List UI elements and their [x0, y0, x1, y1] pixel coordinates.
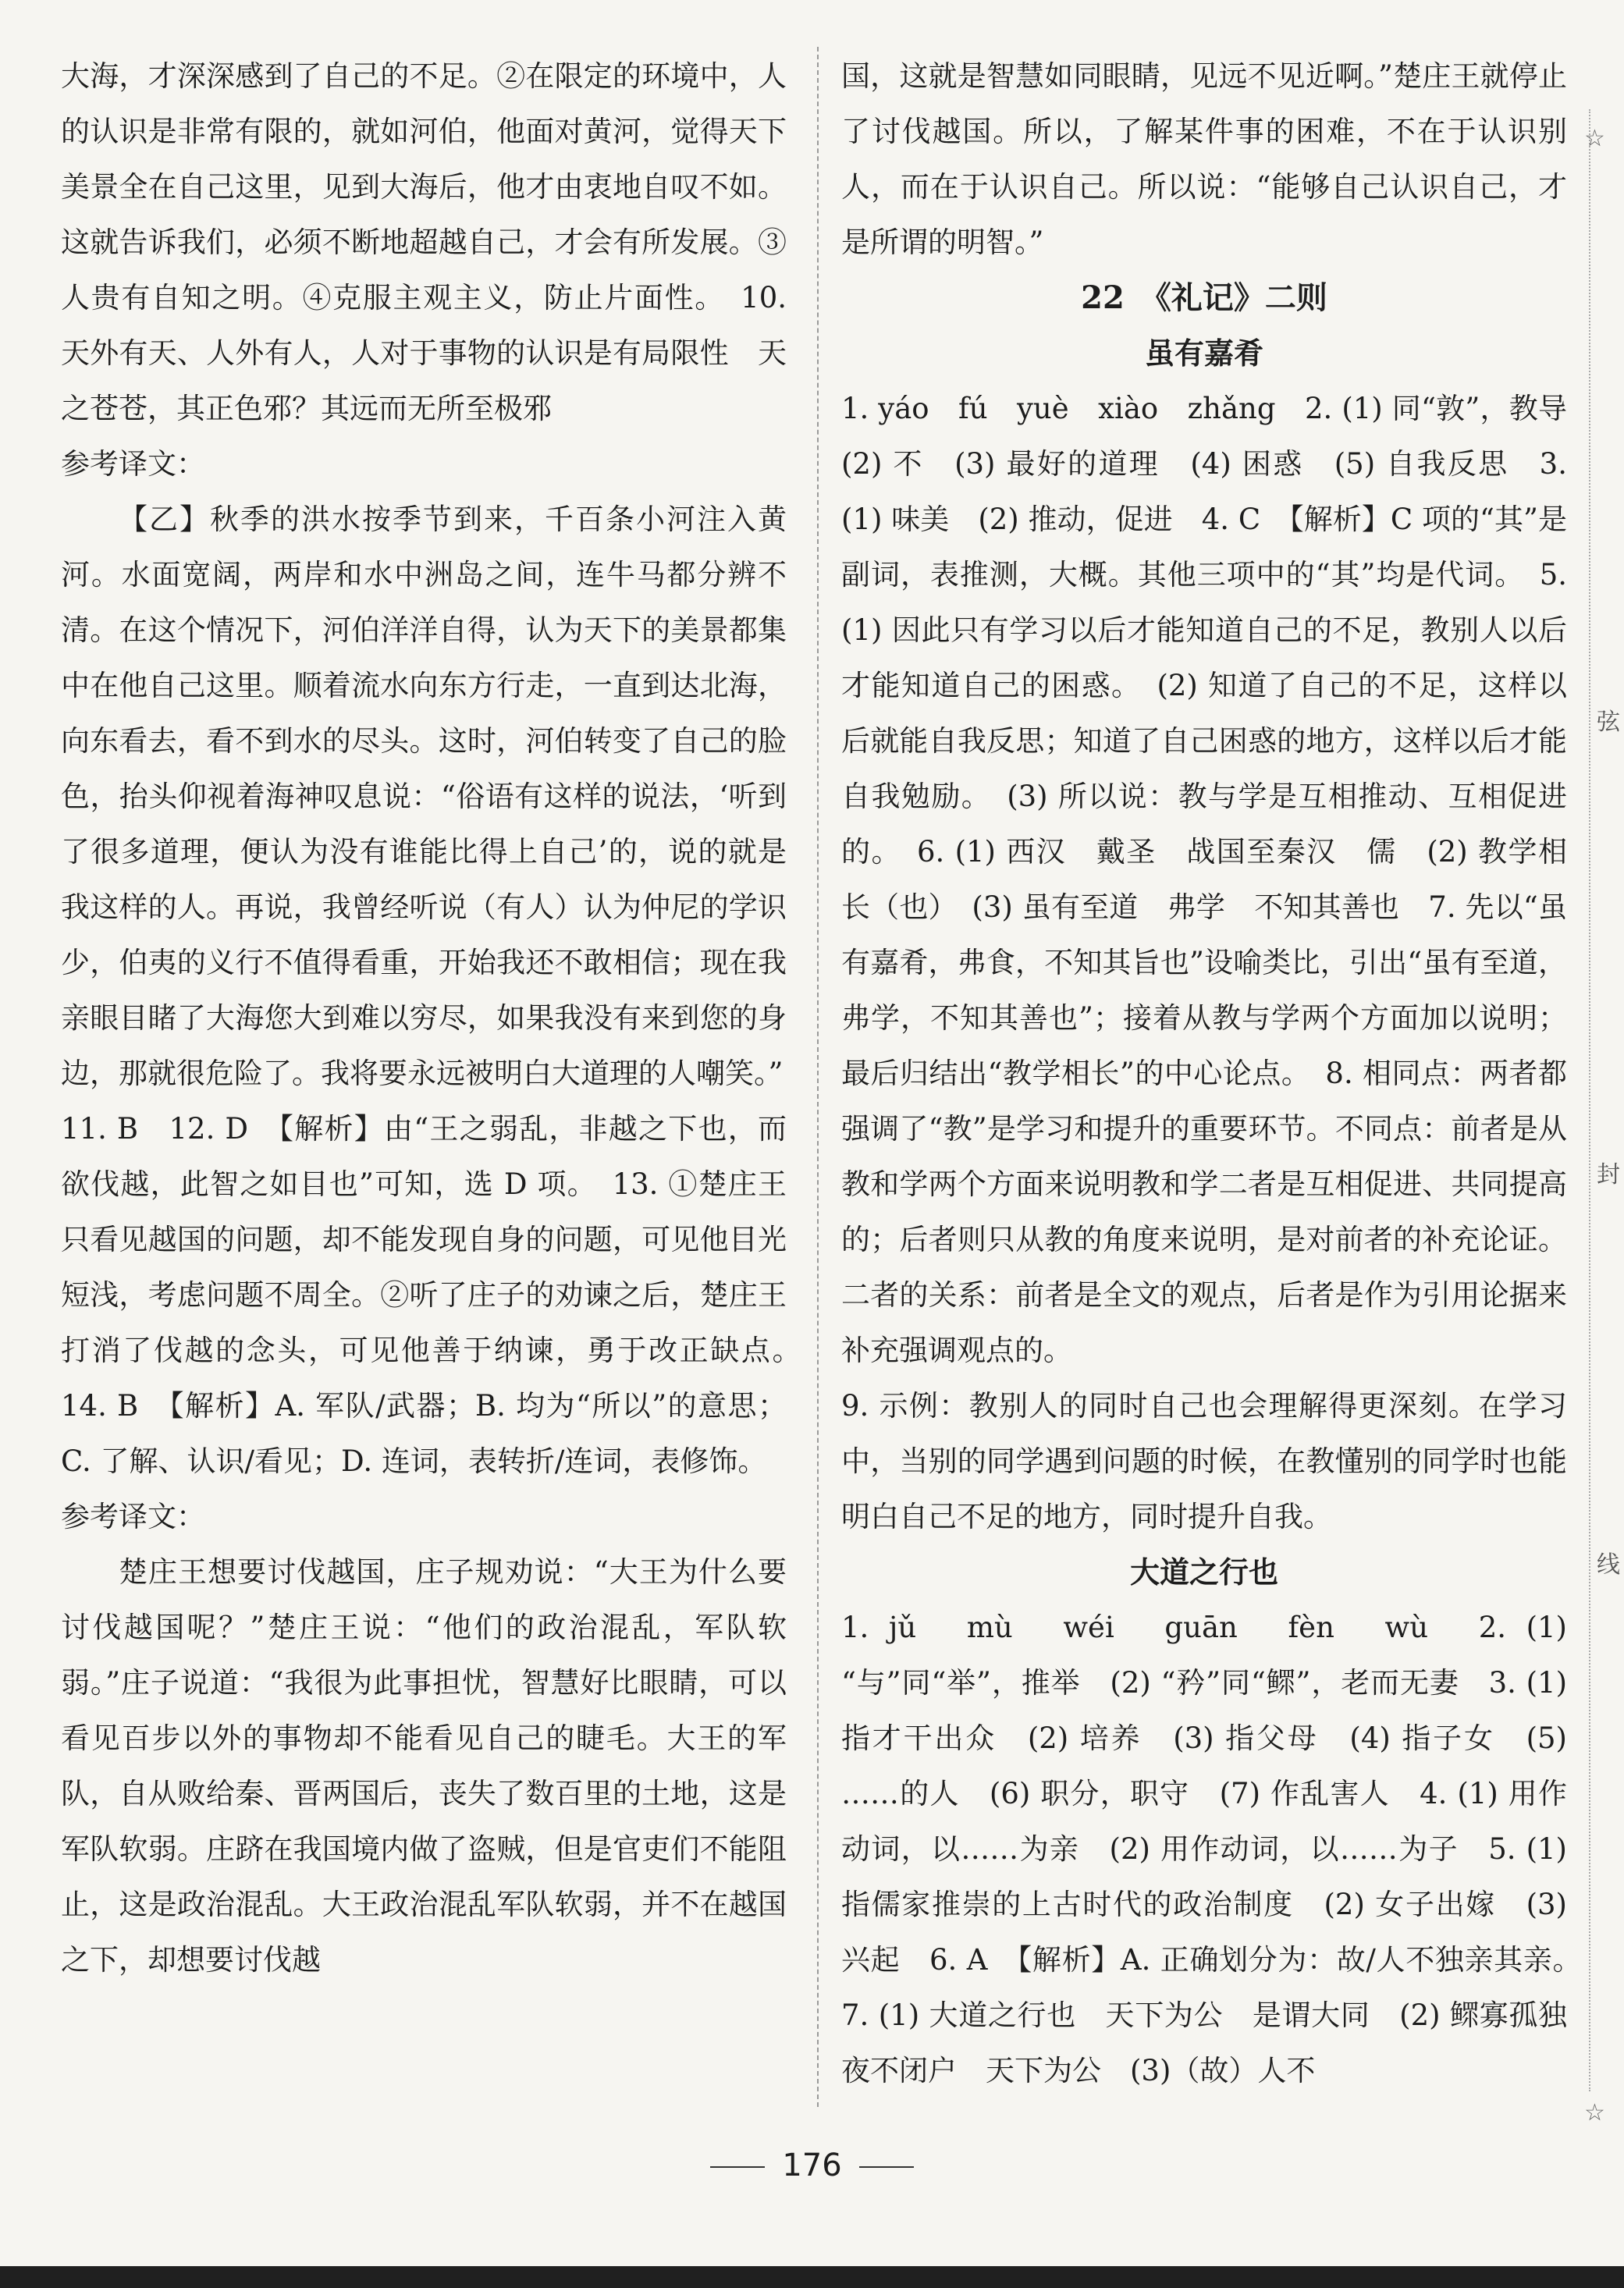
subtitle-2: 大道之行也	[1129, 1554, 1278, 1590]
footer-dash-right	[859, 2166, 914, 2168]
right-paragraph-1: 国，这就是智慧如同眼睛，见远不见近啊。”楚庄王就停止了讨伐越国。所以，了解某件事的困难，不在于认识别人，而在于认识自己。所以说：“能够自己认识自己，才是所谓的明智。”	[841, 59, 1567, 259]
margin-char-1: 弦	[1597, 709, 1620, 736]
star-icon: ☆	[1584, 2099, 1605, 2126]
right-paragraph-2: 1. yáo fú yuè xiào zhǎng 2. (1) 同“敦”，教导 (2) 不 (3) 最好的道理 (4) 困惑 (5) 自我反思 3. (1) 味美 (2) 推动，促进 4. C 【解析】C 项的“其”是副词，表推测，大概。其他三项中的“其”均是代词。 5. (1) 因此只有学习以后才能知道自己的不足，教别人以后才能知道自己的困惑。 (2) 知道了自己的不足，这样以后就能自我反思；知道了自己困惑的地方，这样以后才能自我勉励。 (3) 所以说：教与学是互相推动、互相促进的。 6. (1) 西汉 戴圣 战国至秦汉 儒 (2) 教学相长（也） (3) 虽有至道 弗学 不知其善也 7. 先以“虽有嘉肴，弗食，不知其旨也”设喻类比，引出“虽有至道，弗学，不知其善也”；接着从教与学两个方面加以说明；最后归结出“教学相长”的中心论点。 8. 相同点：两者都强调了“教”是学习和提升的重要环节。不同点：前者是从教和学两个方面来说明教和学二者是互相促进、共同提高的；后者则只从教的角度来说明，是对前者的补充论证。二者的关系：前者是全文的观点，后者是作为引用论据来补充强调观点的。	[841, 392, 1596, 1367]
left-paragraph-3: 11. B 12. D 【解析】由“王之弱乱，非越之下也，而欲伐越，此智之如目也”可知，选 D 项。 13. ①楚庄王只看见越国的问题，却不能发现自身的问题，可见他目光短浅，考虑问题不周全。②听了庄子的劝谏之后，楚庄王打消了伐越的念头，可见他善于纳谏，勇于改正缺点。 14. B 【解析】A. 军队/武器；B. 均为“所以”的意思；C. 了解、认识/看见；D. 连词，表转折/连词，表修饰。	[61, 1112, 816, 1478]
page-footer	[0, 2148, 1624, 2183]
page-number: 176	[782, 2148, 842, 2183]
right-column	[841, 48, 1596, 2098]
column-divider	[817, 47, 819, 2107]
left-paragraph-1: 大海，才深深感到了自己的不足。②在限定的环境中，人的认识是非常有限的，就如河伯，他面对黄河，觉得天下美景全在自己这里，见到大海后，他才由衷地自叹不如。这就告诉我们，必须不断地超越自己，才会有所发展。③人贵有自知之明。④克服主观主义，防止片面性。 10. 天外有天、人外有人，人对于事物的认识是有局限性 天之苍苍，其正色邪？其远而无所至极邪	[61, 59, 787, 425]
section-title: 22 《礼记》二则	[1081, 279, 1327, 316]
reference-translation-label-2: 参考译文：	[61, 1500, 205, 1533]
left-paragraph-2: 【乙】秋季的洪水按季节到来，千百条小河注入黄河。水面宽阔，两岸和水中洲岛之间，连牛马都分辨不清。在这个情况下，河伯洋洋自得，认为天下的美景都集中在他自己这里。顺着流水向东方行走，一直到达北海，向东看去，看不到水的尽头。这时，河伯转变了自己的脸色，抬头仰视着海神叹息说：“俗语有这样的说法，‘听到了很多道理，便认为没有谁能比得上自己’的，说的就是我这样的人。再说，我曾经听说（有人）认为仲尼的学识少，伯夷的义行不值得看重，开始我还不敢相信；现在我亲眼目睹了大海您大到难以穷尽，如果我没有来到您的身边，那就很危险了。我将要永远被明白大道理的人嘲笑。”	[61, 503, 787, 1090]
star-icon: ☆	[1584, 125, 1605, 152]
right-paragraph-4: 1. jǔ mù wéi guān fèn wù 2. (1) “与”同“举”，推举 (2) “矜”同“鳏”，老而无妻 3. (1) 指才干出众 (2) 培养 (3) 指父母 (4) 指子女 (5) ……的人 (6) 职分，职守 (7) 作乱害人 4. (1) 用作动词，以……为亲 (2) 用作动词，以……为子 5. (1) 指儒家推崇的上古时代的政治制度 (2) 女子出嫁 (3) 兴起 6. A 【解析】A. 正确划分为：故/人不独亲其亲。 7. (1) 大道之行也 天下为公 是谓大同 (2) 鳏寡孤独 夜不闭户 天下为公 (3)（故）人不	[841, 1611, 1596, 2087]
left-paragraph-4: 楚庄王想要讨伐越国，庄子规劝说：“大王为什么要讨伐越国呢？”楚庄王说：“他们的政治混乱，军队软弱。”庄子说道：“我很为此事担忧，智慧好比眼睛，可以看见百步以外的事物却不能看见自己的睫毛。大王的军队，自从败给秦、晋两国后，丧失了数百里的土地，这是军队软弱。庄跻在我国境内做了盗贼，但是官吏们不能阻止，这是政治混乱。大王政治混乱军队软弱，并不在越国之下，却想要讨伐越	[61, 1555, 787, 1977]
reference-translation-label-1: 参考译文：	[61, 447, 205, 481]
left-column	[61, 48, 816, 1988]
scan-bottom-band	[0, 2266, 1624, 2288]
margin-char-3: 线	[1597, 1551, 1620, 1579]
right-paragraph-3: 9. 示例：教别人的同时自己也会理解得更深刻。在学习中，当别的同学遇到问题的时候，在教懂别的同学时也能明白自己不足的地方，同时提升自我。	[841, 1389, 1567, 1533]
margin-char-2: 封	[1597, 1161, 1620, 1188]
subtitle-1: 虽有嘉肴	[1144, 336, 1263, 371]
footer-dash-left	[710, 2166, 765, 2168]
